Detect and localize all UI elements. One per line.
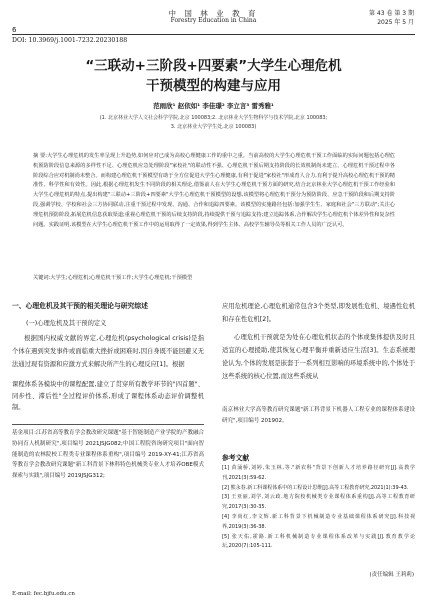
journal-title-cn: 中 国 林 业 教 育 [168,9,259,18]
references-title: 参考文献 [222,454,250,462]
journal-volume: 第 43 卷 第 3 期 [369,10,414,17]
reference-item: [3] 王亚丽,刘学,刘云政.地方院校机械类专业课程体系重构[J].高等工程教育研究,2017(3):30-35. [222,494,415,511]
doi[interactable]: DOI: 10.3969/j.1001-7232.20230188 [12,37,128,44]
reference-item: [1] 苗涌桥,刘婷,朱玉林,等."新农科"背景下创新人才培养路径研究[J].高教学刊,2021(3):59-62. [222,465,415,481]
reference-item: [5] 张天佑,霍路.新工科机械制造专业课程体系改革与实践[J].教育教学论坛,2020(7):105-111. [222,533,415,550]
affiliation-line-1: (1. 北京林业大学人文社会科学学院,北京 100083;2. 北京林业大学生物科学与技术学院,北京 100083; [99,115,328,121]
page-number: 6 [12,26,17,34]
funding-continued: 南京林业大学高等教育研究课题"新工科背景下机器人工程专业的课程体系建设研究",项目编号 201902。 [222,407,415,424]
footnote-divider [12,424,204,425]
authors: 范雨欣¹ 赵依如¹ 李佳璟² 李立言³ 雷秀雅¹ [153,102,274,110]
left-paragraph-1: 根据国内权威文献的界定,心理危机(psychological crisis)是指个体在遇到突发事件或面临重大挫折或困难时,因自身既不能回避又无法通过现有资源和应激方式来解决所产生的心理反应[1]。根据 [12,335,204,368]
article-title [0,56,427,96]
keywords: 关键词:大学生;心理危机;心理危机干预工作;大学生心理危机;干预模型 [33,275,193,281]
title-line-1: “三联动+三阶段+四要素”大学生心理危机 [85,58,342,74]
references-list [222,464,415,552]
abstract: 摘 要:大学生心理危机的发生率呈现上升趋势,如何应对已成为高校心理健康工作的重中之重。当前高校的大学生心理危机干预工作面临的实际问题包括心理危机预防阶段信息来源的多样性不足、心理危机应急处理阶段"家校社"的联动性不强、心理危机干预后期支持阶段的长效机制尚未建立、心理危机干预过程中各阶段综合应对机制尚未整合。而构建心理危机干预模型有助于全方位促进大学生心理健康,有利于促进"家校社"形成育人合力,有利于提升高校心理危机干预的精准性、科学性和有效性。因此,根据心理危机发生不同阶段的相关理论,借鉴前人在大学生心理危机干预方面的研究,结合北京林业大学心理危机干预工作经验和大学生心理危机的特点,提出构建"三联动+三阶段+四要素"大学生心理危机干预模型的设想,该模型将心理危机干预分为预防阶段、应急干预阶段和后期支持阶段,强调学校、学校和社会三方协同联动,注重干预过程中发现、沟通、合作和追踪四要素。该模型的实施路径包括:加强学生生、家庭和社会"三方联动";关注心理危机预防阶段,拓展危机信息获取渠道;重视心理危机干预的后续支持阶段,持续提供干预与追踪支持;建立追踪体系,合作解决学生心理危机个体差异性和复杂性问题。实践证明,该模型在大学生心理危机干预工作中的运用取得了一定效果,得到学生主体、高校学生辅导员等相关工作人员的广泛认可。 [33,153,395,228]
reference-item: [2] 熊永春.新工科课程体系中的工程设计思维[J].高等工程教育研究,2021(1):39-43. [222,484,409,491]
subsection-heading-1: (一)心理危机及其干预的定义 [26,320,107,327]
journal-title-en: Forestry Education in China [170,17,257,24]
section-heading-1: 一、心理危机及其干预的相关理论与研究综述 [12,302,148,310]
right-paragraph-2: 心理危机干预就是为处在心理危机状态的个体或集体提供及时且适宜的心理援助,使其恢复心理平衡并重新适应生活[3]。生态系统理论认为,个体的发展是嵌套于一系列相互影响的环境系统中的,个体处于这些系统的核心位置,而这些系统从 [222,334,415,380]
header-divider [12,34,415,35]
email[interactable]: E-mail: fec.bjfu.edu.cn [12,591,75,597]
right-paragraph-1: 应用危机理论,心理危机通常包含3个类型,即发展性危机、境遇性危机和存在性危机[2]。 [222,303,415,323]
journal-date: 2025 年 5 月 [377,19,414,26]
left-paragraph-2: 课程体系各模块中的课程配置,建立了贯穿所有教学环节的"四首题"、同步性、滞后性"全过程评价体系,形成了课程体系动态评价调整机制。 [12,381,204,411]
funding-note: 基金项目:江苏省高等教育学会教改研究课题"基于智能制造产业学院的产教融合协同育人机制研究",项目编号 2021JSJG082;中国工程院咨询研究项目"面向智能制造的农林院校工程类专业课程体系重构",项目编号 2019-XY-41;江苏省高等教育学会教改研究课题"新工科背景下林科特色机械类专业人才培养OBE模式探索与实践",项目编号 2019JSJG312; [12,430,204,480]
editor-note: (责任编辑 王莉莉) [369,572,414,578]
title-line-2: 干预模型的构建与应用 [146,78,281,94]
reference-item: [4] 李尚红,李文辉.新工科背景下机械制造专业基础课程体系研究[J].科技视界,2019(3):36-38. [222,513,415,530]
affiliation-line-2: 3. 北京林业大学学生处,北京 100083) [170,124,257,130]
